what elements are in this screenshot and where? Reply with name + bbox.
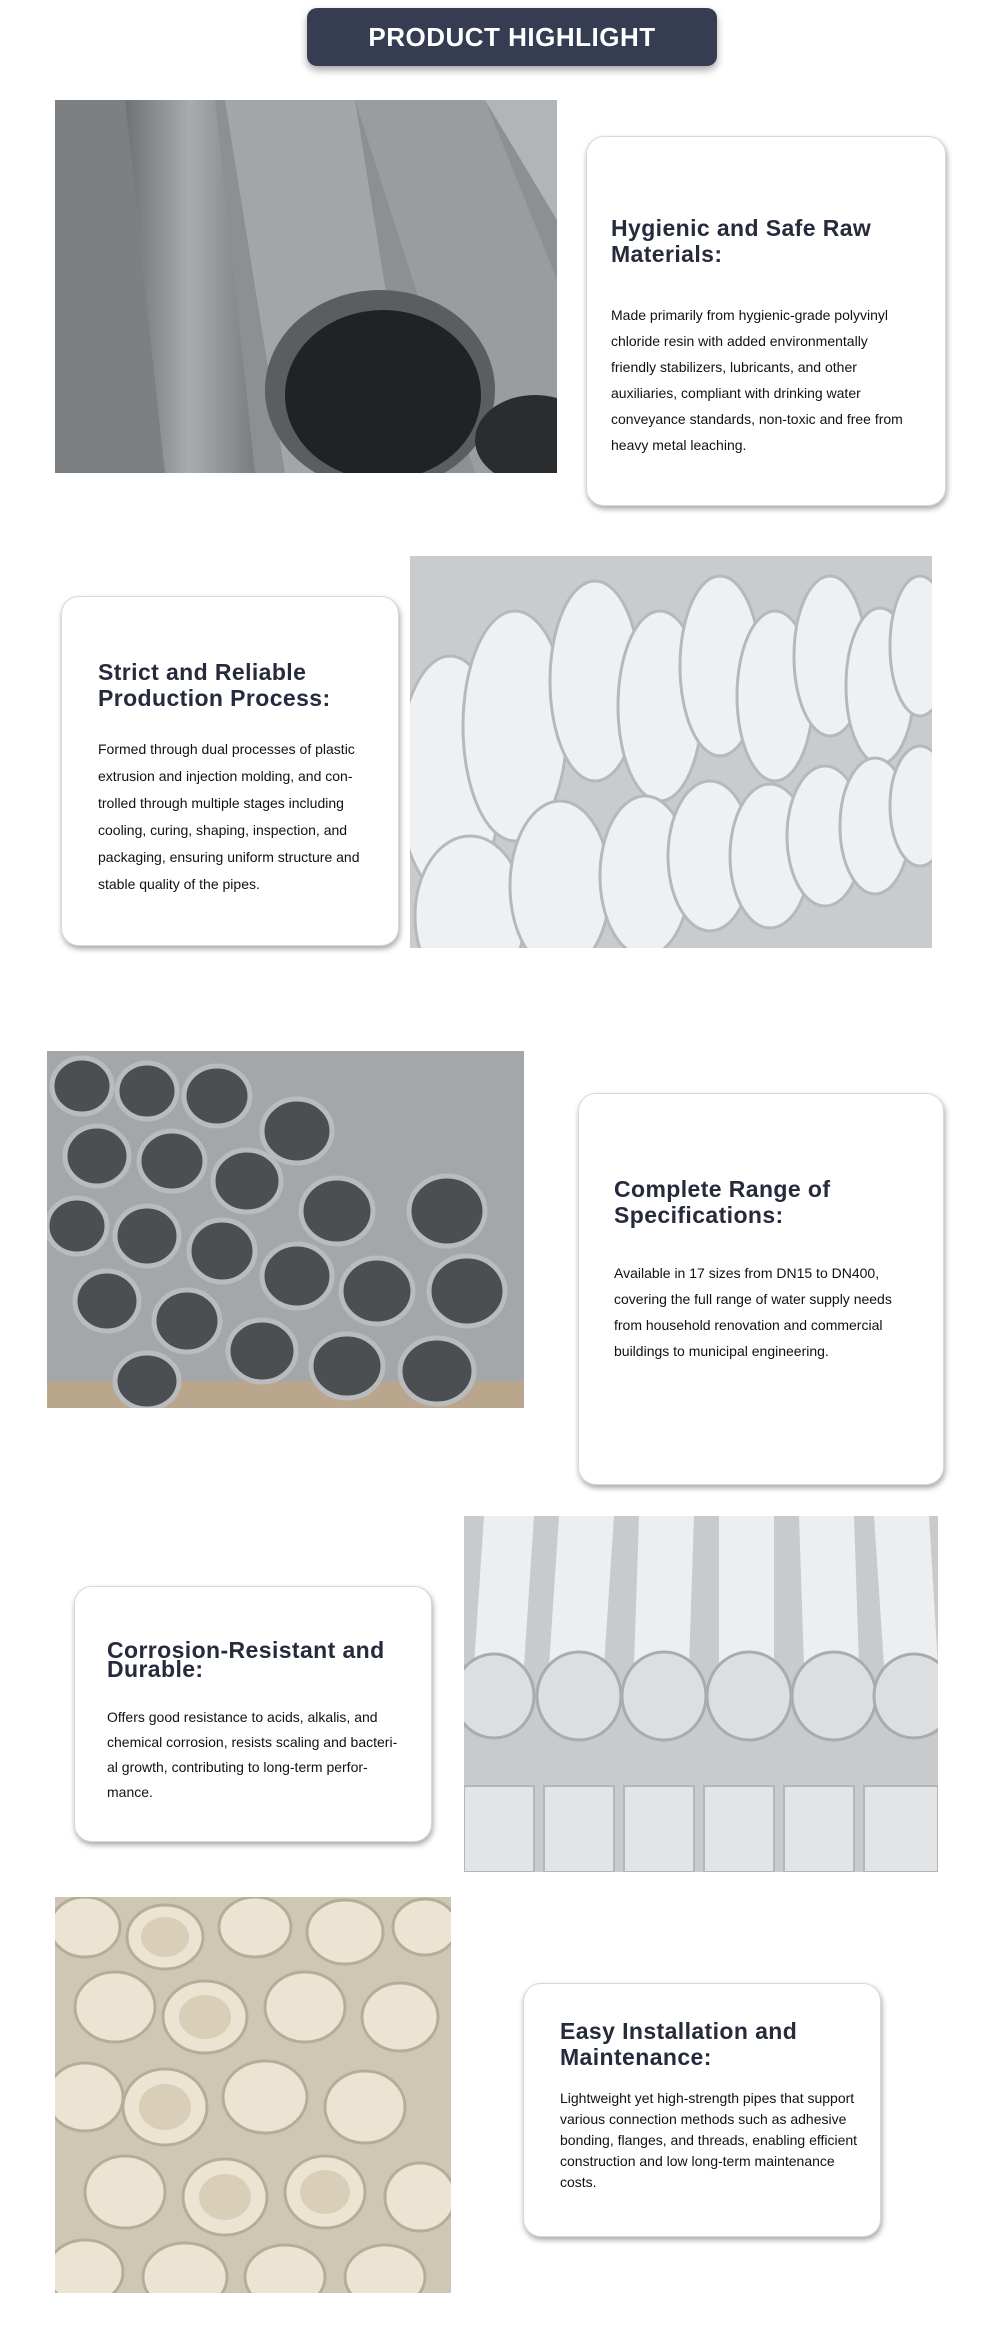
feature-title: Corrosion-Resistant and Durable: bbox=[107, 1637, 385, 1682]
feature-description: Lightweight yet high-strength pipes that support various connection methods such as adhesive bonding, flanges, and threads, enabling efficient construction and low long-term maintenance costs. bbox=[560, 2090, 858, 2190]
cream-pipe-stack-image bbox=[55, 1897, 451, 2293]
feature-title: Complete Range of Specifications: bbox=[614, 1176, 831, 1228]
feature-description: Available in 17 sizes from DN15 to DN400, covering the full range of water supply needs from household renovation and commercial buildings to municipal engineering. bbox=[614, 1265, 892, 1359]
feature-card-production bbox=[61, 596, 399, 946]
white-pipe-stack-image bbox=[410, 556, 932, 948]
white-socket-pipes-image bbox=[464, 1516, 938, 1872]
feature-card-specifications bbox=[578, 1093, 944, 1485]
feature-description: Formed through dual processes of plastic extrusion and injection molding, and con-trolled through multiple stages including cooling, curing, shaping, inspection, and packaging, ensuring uniform structure and stable quality of the pipes. bbox=[98, 741, 360, 892]
feature-card-installation bbox=[523, 1983, 881, 2237]
feature-description: Offers good resistance to acids, alkalis, and chemical corrosion, resists scaling and bacteri-al growth, contributing to long-term perfor-mance. bbox=[107, 1709, 398, 1800]
feature-title: Hygienic and Safe Raw Materials: bbox=[611, 215, 872, 267]
feature-title: Easy Installation and Maintenance: bbox=[560, 2018, 798, 2070]
gray-pipes-closeup-image bbox=[55, 100, 557, 473]
section-banner bbox=[307, 8, 717, 66]
gray-pipe-stack-image bbox=[47, 1051, 524, 1408]
feature-title: Strict and Reliable Production Process: bbox=[98, 659, 331, 711]
feature-card-corrosion bbox=[74, 1586, 432, 1842]
feature-card-hygienic bbox=[586, 136, 946, 506]
section-title: PRODUCT HIGHLIGHT bbox=[368, 21, 656, 52]
feature-description: Made primarily from hygienic-grade polyvinyl chloride resin with added environmentally friendly stabilizers, lubricants, and other auxiliaries, compliant with drinking water conveyance standards, non-toxic and free from heavy metal leaching. bbox=[611, 307, 903, 453]
